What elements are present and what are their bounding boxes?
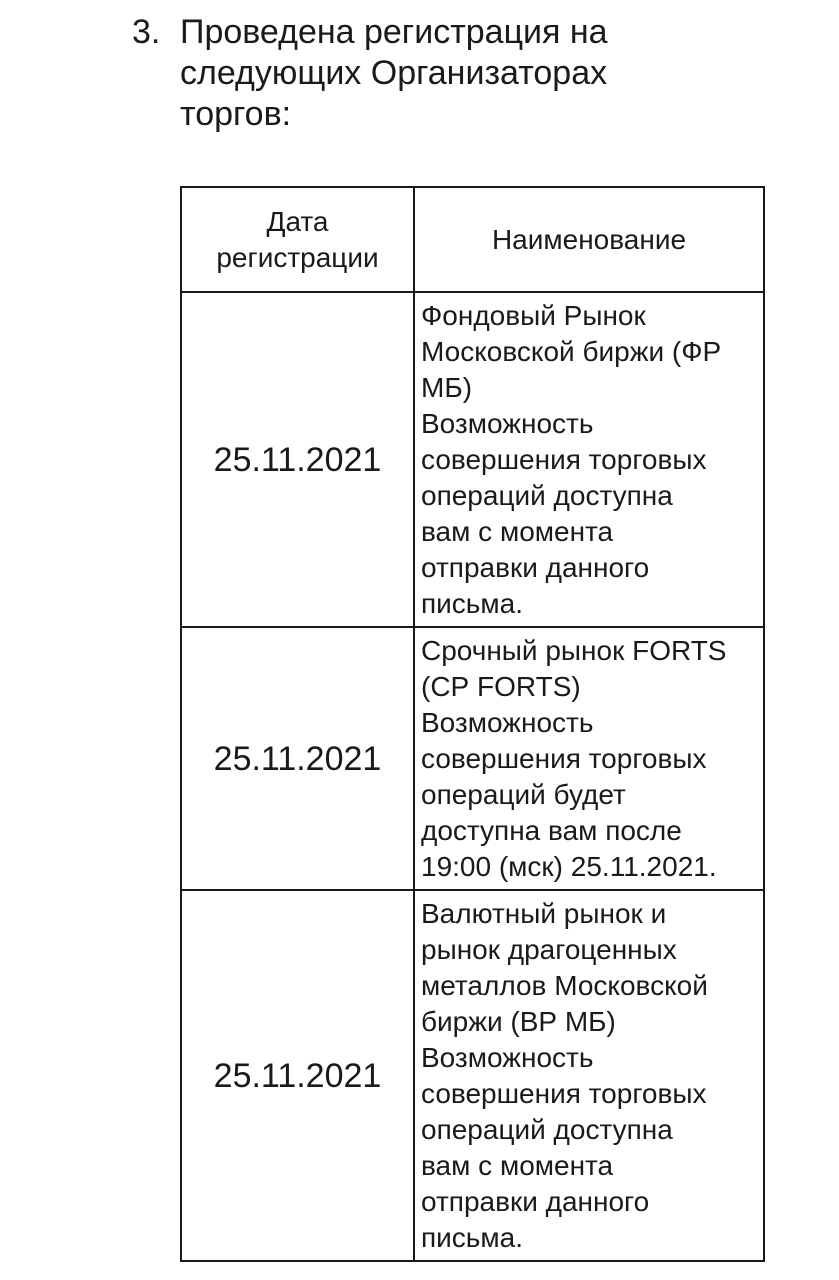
header-registration-date: Дата регистрации [181,187,414,292]
section-heading [132,12,752,135]
registration-date: 25.11.2021 [181,890,414,1261]
registration-date: 25.11.2021 [181,627,414,890]
section-number: 3. [132,13,161,51]
organizer-name: Фондовый Рынок Московской биржи (ФР МБ) Возможность совершения торговых операций доступна вам с момента отправки данного письма. [414,292,764,627]
section-title-line: следующих Организаторах [180,54,608,92]
registration-table [180,186,765,1262]
organizer-name: Срочный рынок FORTS (СР FORTS) Возможность совершения торговых операций будет доступна вам после 19:00 (мск) 25.11.2021. [414,627,764,890]
table-row [181,890,764,1261]
table-row [181,292,764,627]
table-header-row [181,187,764,292]
registration-date: 25.11.2021 [181,292,414,627]
section-title-line: торгов: [180,95,292,133]
section-title [180,12,752,135]
header-name: Наименование [414,187,764,292]
table-row [181,627,764,890]
section-title-line: Проведена регистрация на [180,13,608,51]
organizer-name: Валютный рынок и рынок драгоценных металлов Московской биржи (ВР МБ) Возможность совершения торговых операций доступна вам с момента отправки данного письма. [414,890,764,1261]
